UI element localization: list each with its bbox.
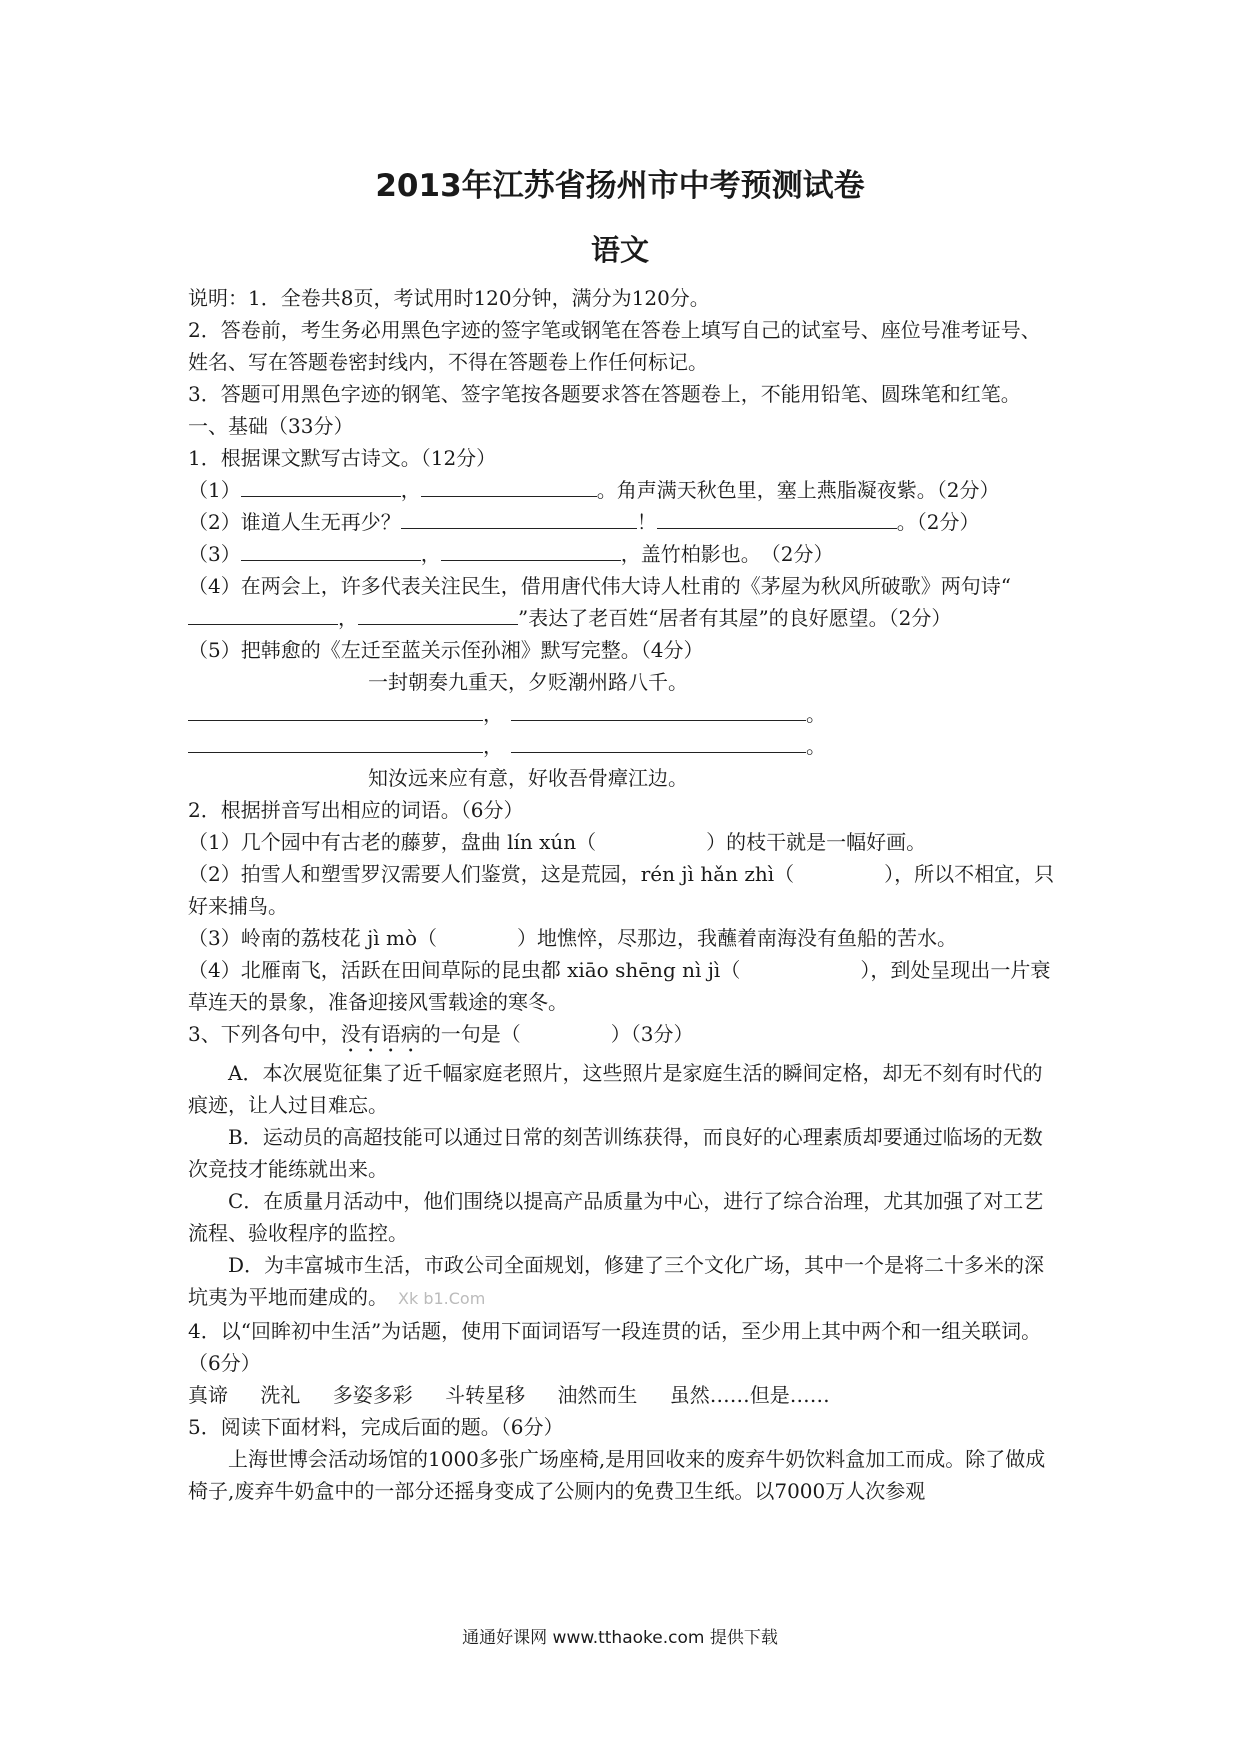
q1-stem: 1．根据课文默写古诗文。（12分） [188, 446, 497, 470]
q3-stem: 3、下列各句中，没有语病的一句是（ ）（3分） [188, 1022, 694, 1046]
q2-stem: 2．根据拼音写出相应的词语。（6分） [188, 798, 524, 822]
poem-line-4: 知汝远来应有意，好收吾骨瘴江边。 [368, 766, 688, 790]
poem-line-1: 一封朝奏九重天，夕贬潮州路八千。 [368, 670, 688, 694]
instruction-3: 3．答题可用黑色字迹的钢笔、签字笔按各题要求答在答题卷上，不能用铅笔、圆珠笔和红笔。 [188, 382, 1021, 406]
answer-blank[interactable] [421, 476, 597, 497]
q2-sub3: （3）岭南的荔枝花 jì mò（ ）地憔悴，尽那边，我蘸着南海没有鱼船的苦水。 [188, 926, 958, 950]
word-item: 油然而生 [557, 1383, 638, 1407]
q2-sub2: （2）拍雪人和塑雪罗汉需要人们鉴赏，这是荒园，rén jì hǎn zhì（ ），所以不相宜，只好来捕鸟。 [188, 862, 1055, 918]
q3-option-d: D．为丰富城市生活，市政公司全面规划，修建了三个文化广场，其中一个是将二十多米的深坑夷为平地而建成的。 Xk b1.Com [188, 1253, 1045, 1309]
q1-sub3: （3） ， ，盖竹柏影也。 （2分） [188, 542, 834, 566]
q4-stem: 4．以“回眸初中生活”为话题，使用下面词语写一段连贯的话，至少用上其中两个和一组关联词。（6分） [188, 1319, 1042, 1375]
q1-sub2: （2）谁道人生无再少？ ！ 。（2分） [188, 510, 980, 534]
word-item: 虽然……但是…… [669, 1383, 830, 1407]
answer-blank[interactable] [188, 604, 338, 625]
answer-blank[interactable] [511, 700, 806, 721]
exam-subject: 语文 [590, 233, 649, 267]
q3-option-c: C．在质量月活动中，他们围绕以提高产品质量为中心，进行了综合治理，尤其加强了对工艺流程、验收程序的监控。 [188, 1189, 1044, 1245]
answer-blank[interactable] [511, 732, 806, 753]
answer-blank[interactable] [401, 508, 637, 529]
q5-stem: 5．阅读下面材料，完成后面的题。（6分） [188, 1415, 564, 1439]
answer-blank[interactable] [241, 476, 401, 497]
answer-blank[interactable] [188, 700, 483, 721]
q1-sub4: （4）在两会上，许多代表关注民生，借用唐代伟大诗人杜甫的《茅屋为秋风所破歌》两句诗“， ”表达了老百姓“居者有其屋”的良好愿望。（2分） [188, 574, 1011, 630]
answer-blank[interactable] [241, 540, 421, 561]
answer-blank[interactable] [657, 508, 897, 529]
q2-sub4: （4）北雁南飞，活跃在田间草际的昆虫都 xiāo shēng nì jì（ ），到处呈现出一片衰草连天的景象，准备迎接风雪载途的寒冬。 [188, 958, 1051, 1014]
answer-blank[interactable] [188, 732, 483, 753]
word-item: 多姿多彩 [332, 1383, 413, 1407]
word-item: 洗礼 [260, 1383, 301, 1407]
q5-passage: 上海世博会活动场馆的1000多张广场座椅,是用回收来的废弃牛奶饮料盒加工而成。除了做成椅子,废弃牛奶盒中的一部分还摇身变成了公厕内的免费卫生纸。以7000万人次参观 [188, 1447, 1046, 1503]
watermark: Xk b1.Com [398, 1289, 486, 1308]
poem-blank-line-2: ， 。 [188, 730, 1058, 762]
instruction-1: 说明：1．全卷共8页，考试用时120分钟，满分为120分。 [188, 286, 710, 310]
q4-word-list [188, 1379, 1058, 1411]
instruction-2: 2．答卷前，考生务必用黑色字迹的签字笔或钢笔在答卷上填写自己的试室号、座位号准考证号、姓名、写在答题卷密封线内，不得在答题卷上作任何标记。 [188, 318, 1041, 374]
q2-sub1: （1）几个园中有古老的藤萝，盘曲 lín xún（ ）的枝干就是一幅好画。 [188, 830, 927, 854]
q3-option-a: A．本次展览征集了近千幅家庭老照片，这些照片是家庭生活的瞬间定格，却无不刻有时代的痕迹，让人过目难忘。 [188, 1061, 1043, 1117]
answer-blank[interactable] [441, 540, 621, 561]
page-footer: 通通好课网 www.tthaoke.com 提供下载 [462, 1628, 778, 1648]
q1-sub5: （5）把韩愈的《左迁至蓝关示侄孙湘》默写完整。（4分） [188, 638, 704, 662]
word-item: 真谛 [188, 1383, 228, 1407]
exam-content [188, 282, 1058, 1507]
exam-title: 2013年江苏省扬州市中考预测试卷 [375, 168, 865, 204]
section-heading: 一、基础（33分） [188, 414, 354, 438]
answer-blank[interactable] [358, 604, 518, 625]
poem-blank-line-1: ， 。 [188, 698, 1058, 730]
q1-sub1: （1） ， 。角声满天秋色里，塞上燕脂凝夜紫。（2分） [188, 478, 1000, 502]
word-item: 斗转星移 [445, 1383, 526, 1407]
q3-option-b: B．运动员的高超技能可以通过日常的刻苦训练获得，而良好的心理素质却要通过临场的无数次竞技才能练就出来。 [188, 1125, 1043, 1181]
emphasis-text: 没有语病 [340, 1022, 421, 1046]
